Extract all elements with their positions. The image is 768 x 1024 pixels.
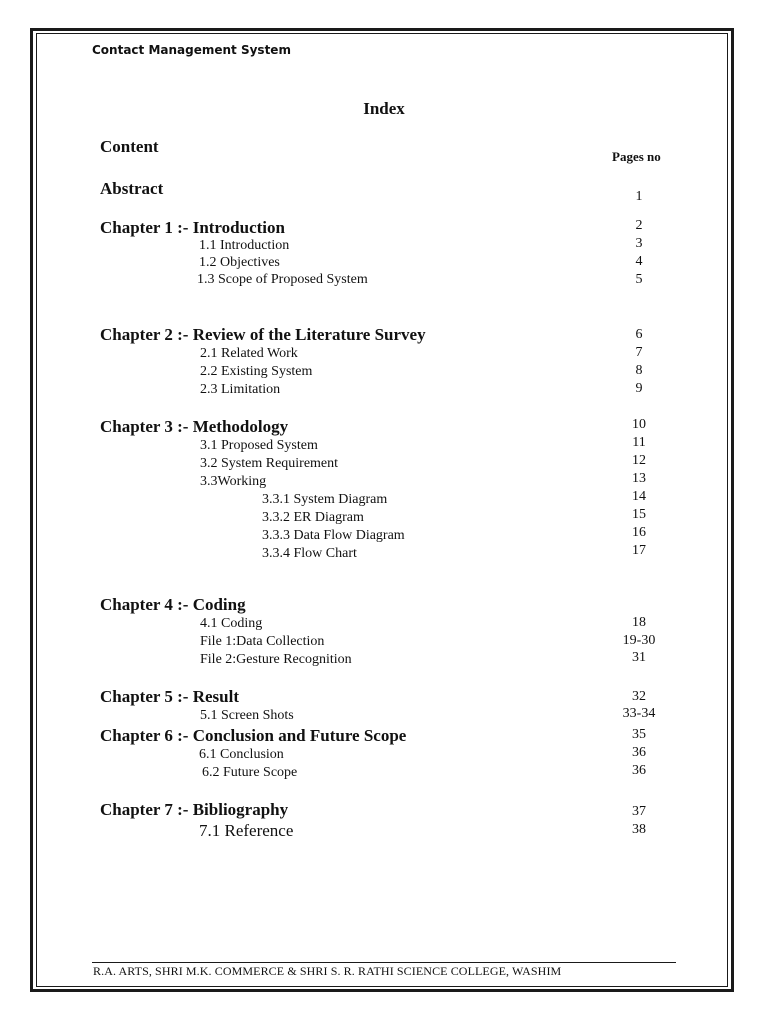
toc-page: 38 — [632, 822, 646, 837]
toc-item: 3.3.1 System Diagram — [262, 492, 388, 507]
toc-page: 13 — [632, 471, 646, 486]
abstract-label: Abstract — [100, 179, 164, 198]
chapter-3-title: Chapter 3 :- Methodology — [100, 417, 289, 436]
running-footer: R.A. ARTS, SHRI M.K. COMMERCE & SHRI S. R. RATHI SCIENCE COLLEGE, WASHIM — [93, 964, 562, 978]
chapter-1-page: 2 — [635, 218, 643, 233]
toc-item: 3.3.3 Data Flow Diagram — [262, 528, 405, 543]
toc-item: 2.2 Existing System — [200, 364, 313, 379]
running-header: Contact Management System — [92, 43, 291, 57]
chapter-1-title: Chapter 1 :- Introduction — [100, 218, 285, 237]
chapter-2-title: Chapter 2 :- Review of the Literature Survey — [100, 325, 426, 344]
toc-item: 5.1 Screen Shots — [200, 708, 294, 723]
toc-page: 3 — [635, 236, 643, 251]
chapter-5-title: Chapter 5 :- Result — [100, 687, 239, 706]
abstract-page: 1 — [635, 189, 643, 204]
toc-item: 1.1 Introduction — [199, 238, 290, 253]
pages-heading: Pages no — [612, 149, 661, 164]
toc-item: 3.3Working — [200, 474, 267, 489]
chapter-4-title: Chapter 4 :- Coding — [100, 595, 246, 614]
chapter-6-title: Chapter 6 :- Conclusion and Future Scope — [100, 726, 407, 745]
toc-page: 31 — [632, 650, 646, 665]
toc-item: File 1:Data Collection — [200, 634, 325, 649]
content-heading: Content — [100, 137, 159, 156]
toc-item: 1.3 Scope of Proposed System — [197, 272, 368, 287]
toc-page: 4 — [635, 254, 643, 269]
toc-page: 15 — [632, 507, 646, 522]
page-title: Index — [363, 99, 405, 118]
toc-item: 4.1 Coding — [200, 616, 263, 631]
toc-page: 17 — [632, 543, 646, 558]
toc-page: 14 — [632, 489, 646, 504]
toc-page: 9 — [635, 381, 643, 396]
chapter-3-page: 10 — [632, 417, 646, 432]
toc-page: 19-30 — [622, 633, 656, 648]
toc-item: 2.3 Limitation — [200, 382, 281, 397]
toc-item: 3.3.2 ER Diagram — [262, 510, 364, 525]
toc-page: 18 — [632, 615, 646, 630]
chapter-2-page: 6 — [635, 327, 643, 342]
toc-item: 6.2 Future Scope — [202, 765, 298, 780]
toc-item: 3.2 System Requirement — [200, 456, 339, 471]
toc-page: 33-34 — [622, 706, 656, 721]
footer-rule — [92, 962, 676, 963]
toc-page: 5 — [635, 272, 643, 287]
toc-item: 3.1 Proposed System — [200, 438, 318, 453]
toc-item: 3.3.4 Flow Chart — [262, 546, 357, 561]
chapter-6-page: 35 — [632, 727, 646, 742]
toc-item: 2.1 Related Work — [200, 346, 298, 361]
toc-item: 7.1 Reference — [199, 821, 294, 840]
toc-page: 8 — [635, 363, 643, 378]
toc-page: 12 — [632, 453, 646, 468]
toc-page: 36 — [632, 763, 646, 778]
toc-page: 36 — [632, 745, 646, 760]
toc-page: 7 — [635, 345, 643, 360]
chapter-5-page: 32 — [632, 689, 646, 704]
toc-item: File 2:Gesture Recognition — [200, 652, 352, 667]
toc-item: 1.2 Objectives — [199, 255, 280, 270]
toc-page: 16 — [632, 525, 646, 540]
chapter-7-title: Chapter 7 :- Bibliography — [100, 800, 289, 819]
toc-page: 11 — [632, 435, 646, 450]
toc-item: 6.1 Conclusion — [199, 747, 284, 762]
chapter-7-page: 37 — [632, 804, 646, 819]
